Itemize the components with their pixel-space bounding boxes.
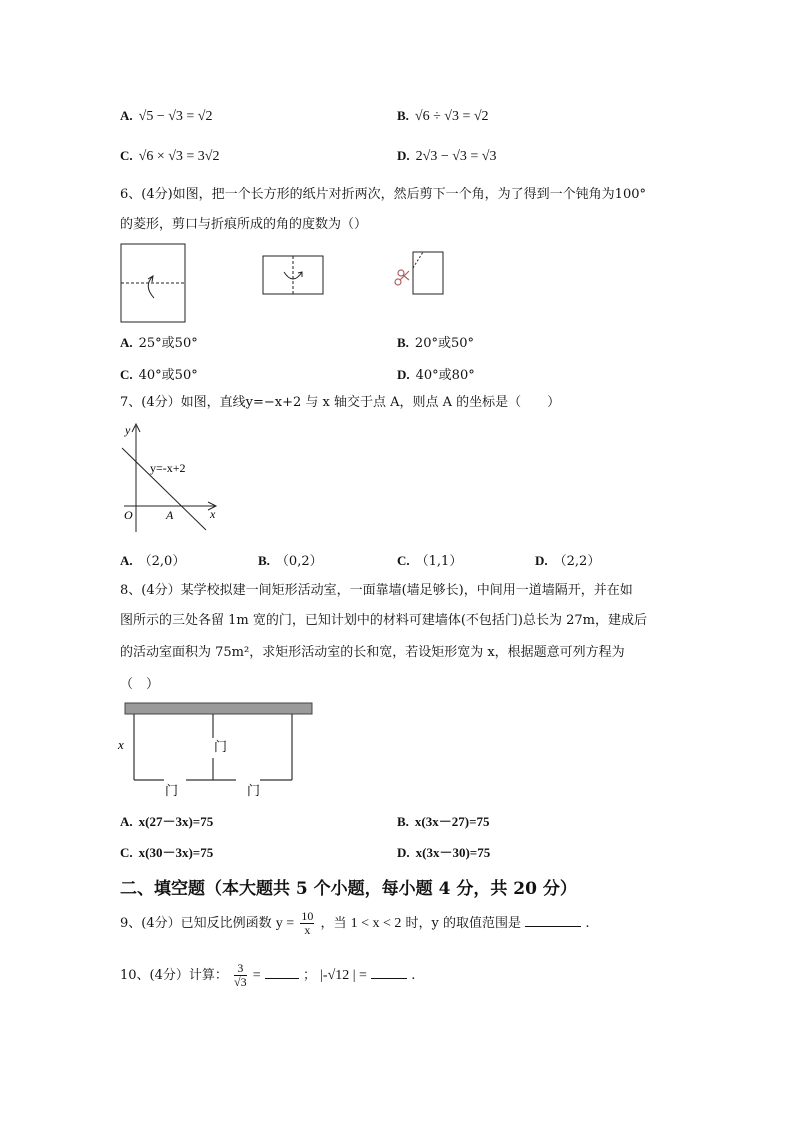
- width-label: x: [118, 737, 124, 752]
- q7-option-c[interactable]: C. （1,1）: [397, 553, 463, 569]
- q8-option-d[interactable]: D. x(3x－30)=75: [397, 845, 491, 860]
- q7-stem: 7、(4分）如图，直线y=−x+2 与 x 轴交于点 A，则点 A 的坐标是（ ）: [120, 395, 561, 410]
- q7-option-a[interactable]: A. （2,0）: [120, 553, 186, 569]
- q9-fraction: $\frac{10}{x}$: [301, 909, 314, 937]
- x-axis-label: x: [210, 507, 216, 521]
- q8-option-a[interactable]: A. x(27－3x)=75: [120, 814, 214, 829]
- q5-option-c[interactable]: C. √6 × √3 = 3√2: [120, 148, 220, 164]
- door-label-middle: 门: [214, 739, 228, 754]
- q5-option-d[interactable]: D. 2√3 − √3 = √3: [397, 148, 497, 164]
- q8-option-c[interactable]: C. x(30－3x)=75: [120, 845, 214, 860]
- q6-option-b[interactable]: B. 20°或50°: [397, 335, 475, 351]
- door-label-left: 门: [165, 783, 179, 798]
- q7-option-d[interactable]: D. （2,2）: [535, 553, 601, 569]
- q6-option-c[interactable]: C. 40°或50°: [120, 367, 198, 383]
- fold-figure-2: [263, 256, 323, 294]
- fold-figure-1: [121, 244, 185, 322]
- q10-answer-blank-1[interactable]: [265, 978, 299, 979]
- q6-option-a[interactable]: A. 25°或50°: [120, 335, 198, 351]
- q8-stem-line1: 8、(4分）某学校拟建一间矩形活动室，一面靠墙(墙足够长)，中间用一道墙隔开，并在如: [120, 583, 633, 598]
- section-2-title: 二、填空题（本大题共 5 个小题，每小题 4 分，共 20 分）: [120, 879, 577, 899]
- point-a-label: A: [166, 508, 174, 522]
- wall-bar: [125, 703, 312, 714]
- y-axis-label: y: [125, 423, 131, 437]
- q6-option-d[interactable]: D. 40°或80°: [397, 367, 475, 383]
- door-label-right: 门: [247, 783, 261, 798]
- scissors-icon: [395, 270, 409, 285]
- q10-fraction: $\frac{3}{√3}$: [234, 961, 247, 989]
- q6-stem-line2: 的菱形，剪口与折痕所成的角的度数为（）: [120, 217, 368, 232]
- q9-stem: 9、(4分）已知反比例函数 y = $\frac{10}{x}$ ，当 1 < x < 2 时，y 的取值范围是 .: [120, 909, 590, 937]
- line-equation-label: y=-x+2: [150, 461, 186, 475]
- fold-figure-3: [413, 252, 443, 294]
- q5-option-b[interactable]: B. √6 ÷ √3 = √2: [397, 108, 489, 124]
- q10-answer-blank-2[interactable]: [371, 978, 407, 979]
- q7-option-b[interactable]: B. （0,2）: [258, 553, 323, 569]
- q8-room-diagram: [114, 700, 320, 802]
- origin-label: O: [124, 508, 133, 522]
- q8-stem-line4: （ ）: [120, 677, 160, 692]
- q9-answer-blank[interactable]: [525, 926, 581, 927]
- q8-stem-line3: 的活动室面积为 75m²，求矩形活动室的长和宽，若设矩形宽为 x，根据题意可列方程为: [120, 645, 625, 660]
- q8-stem-line2: 图所示的三处各留 1m 宽的门，已知计划中的材料可建墙体(不包括门)总长为 27m，建成后: [120, 613, 648, 628]
- q8-option-b[interactable]: B. x(3x－27)=75: [397, 814, 490, 829]
- q5-option-a[interactable]: A. √5 − √3 = √2: [120, 108, 213, 124]
- q7-graph: [116, 418, 226, 534]
- q6-stem-line1: 6、(4分)如图，把一个长方形的纸片对折两次，然后剪下一个角，为了得到一个钝角为100°: [120, 187, 646, 202]
- q10-stem: 10、(4分）计算： $\frac{3}{√3}$ = ； |-√12 | = .: [120, 961, 416, 989]
- q6-fold-figures: [118, 242, 458, 326]
